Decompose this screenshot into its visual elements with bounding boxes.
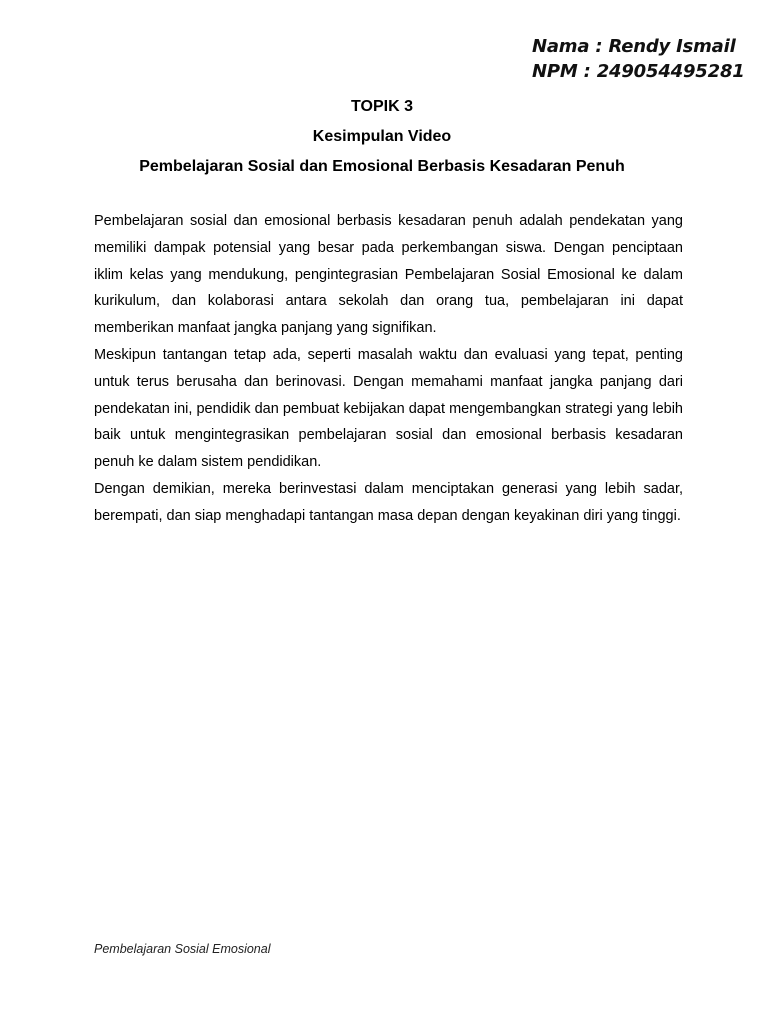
student-name: Nama : Rendy Ismail <box>532 36 736 57</box>
document-body <box>94 208 683 530</box>
paragraph-2: Meskipun tantangan tetap ada, seperti masalah waktu dan evaluasi yang tepat, penting untuk terus berusaha dan berinovasi. Dengan memahami manfaat jangka panjang dari pendekatan ini, pendidik dan pembuat kebijakan dapat mengembangkan strategi yang lebih baik untuk mengintegrasikan pembelajaran sosial dan emosional berbasis kesadaran penuh ke dalam sistem pendidikan. <box>94 346 683 471</box>
topic-heading: TOPIK 3 <box>351 98 413 115</box>
student-identity <box>532 34 762 84</box>
student-npm: NPM : 249054495281 <box>532 61 745 82</box>
page-footer: Pembelajaran Sosial Emosional <box>94 942 271 956</box>
subtitle-heading: Kesimpulan Video <box>312 128 452 145</box>
document-header <box>60 92 704 182</box>
document-title: Pembelajaran Sosial dan Emosional Berbasis Kesadaran Penuh <box>139 158 625 175</box>
paragraph-3: Dengan demikian, mereka berinvestasi dalam menciptakan generasi yang lebih sadar, berempati, dan siap menghadapi tantangan masa depan dengan keyakinan diri yang tinggi. <box>94 480 683 524</box>
paragraph-1: Pembelajaran sosial dan emosional berbasis kesadaran penuh adalah pendekatan yang memiliki dampak potensial yang besar pada perkembangan siswa. Dengan penciptaan iklim kelas yang mendukung, pengintegrasian Pembelajaran Sosial Emosional ke dalam kurikulum, dan kolaborasi antara sekolah dan orang tua, pembelajaran ini dapat memberikan manfaat jangka panjang yang signifikan. <box>94 213 683 337</box>
